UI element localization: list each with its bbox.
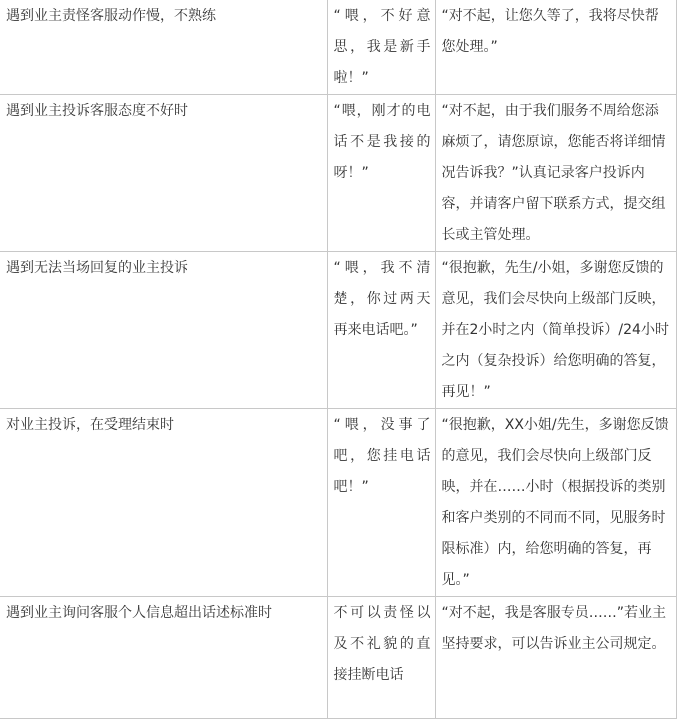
correct-phrase-cell: “很抱歉，先生/小姐，多谢您反馈的意见，我们会尽快向上级部门反映，并在2小时之内（简单投诉）/24小时之内（复杂投诉）给您明确的答复，再见！” — [435, 252, 676, 409]
wrong-phrase-cell: “喂，没事了吧，您挂电话吧！” — [327, 409, 435, 597]
correct-phrase-cell: “很抱歉，XX小姐/先生，多谢您反馈的意见，我们会尽快向上级部门反映，并在……小时（根据投诉的类别和客户类别的不同而不同，见服务时限标准）内，给您明确的答复，再见。” — [435, 409, 676, 597]
situation-cell: 遇到业主责怪客服动作慢，不熟练 — [0, 0, 327, 95]
situation-cell: 对业主投诉，在受理结束时 — [0, 409, 327, 597]
table-row — [0, 409, 676, 597]
correct-phrase-cell: “对不起，我是客服专员……”若业主坚持要求，可以告诉业主公司规定。 — [435, 597, 676, 719]
situation-cell: 遇到业主投诉客服态度不好时 — [0, 95, 327, 252]
table-row — [0, 597, 676, 719]
table-row — [0, 252, 676, 409]
table-row — [0, 95, 676, 252]
correct-phrase-cell: “对不起，由于我们服务不周给您添麻烦了，请您原谅，您能否将详细情况告诉我？”认真记录客户投诉内容，并请客户留下联系方式，提交组长或主管处理。 — [435, 95, 676, 252]
correct-phrase-cell: “对不起，让您久等了，我将尽快帮您处理。” — [435, 0, 676, 95]
wrong-phrase-cell: “喂，刚才的电话不是我接的呀！” — [327, 95, 435, 252]
situation-cell: 遇到业主询问客服个人信息超出话述标准时 — [0, 597, 327, 719]
wrong-phrase-cell: 不可以责怪以及不礼貌的直接挂断电话 — [327, 597, 435, 719]
table-row — [0, 0, 676, 95]
wrong-phrase-cell: “喂，我不清楚，你过两天再来电话吧。” — [327, 252, 435, 409]
wrong-phrase-cell: “喂，不好意思，我是新手啦！” — [327, 0, 435, 95]
situation-cell: 遇到无法当场回复的业主投诉 — [0, 252, 327, 409]
